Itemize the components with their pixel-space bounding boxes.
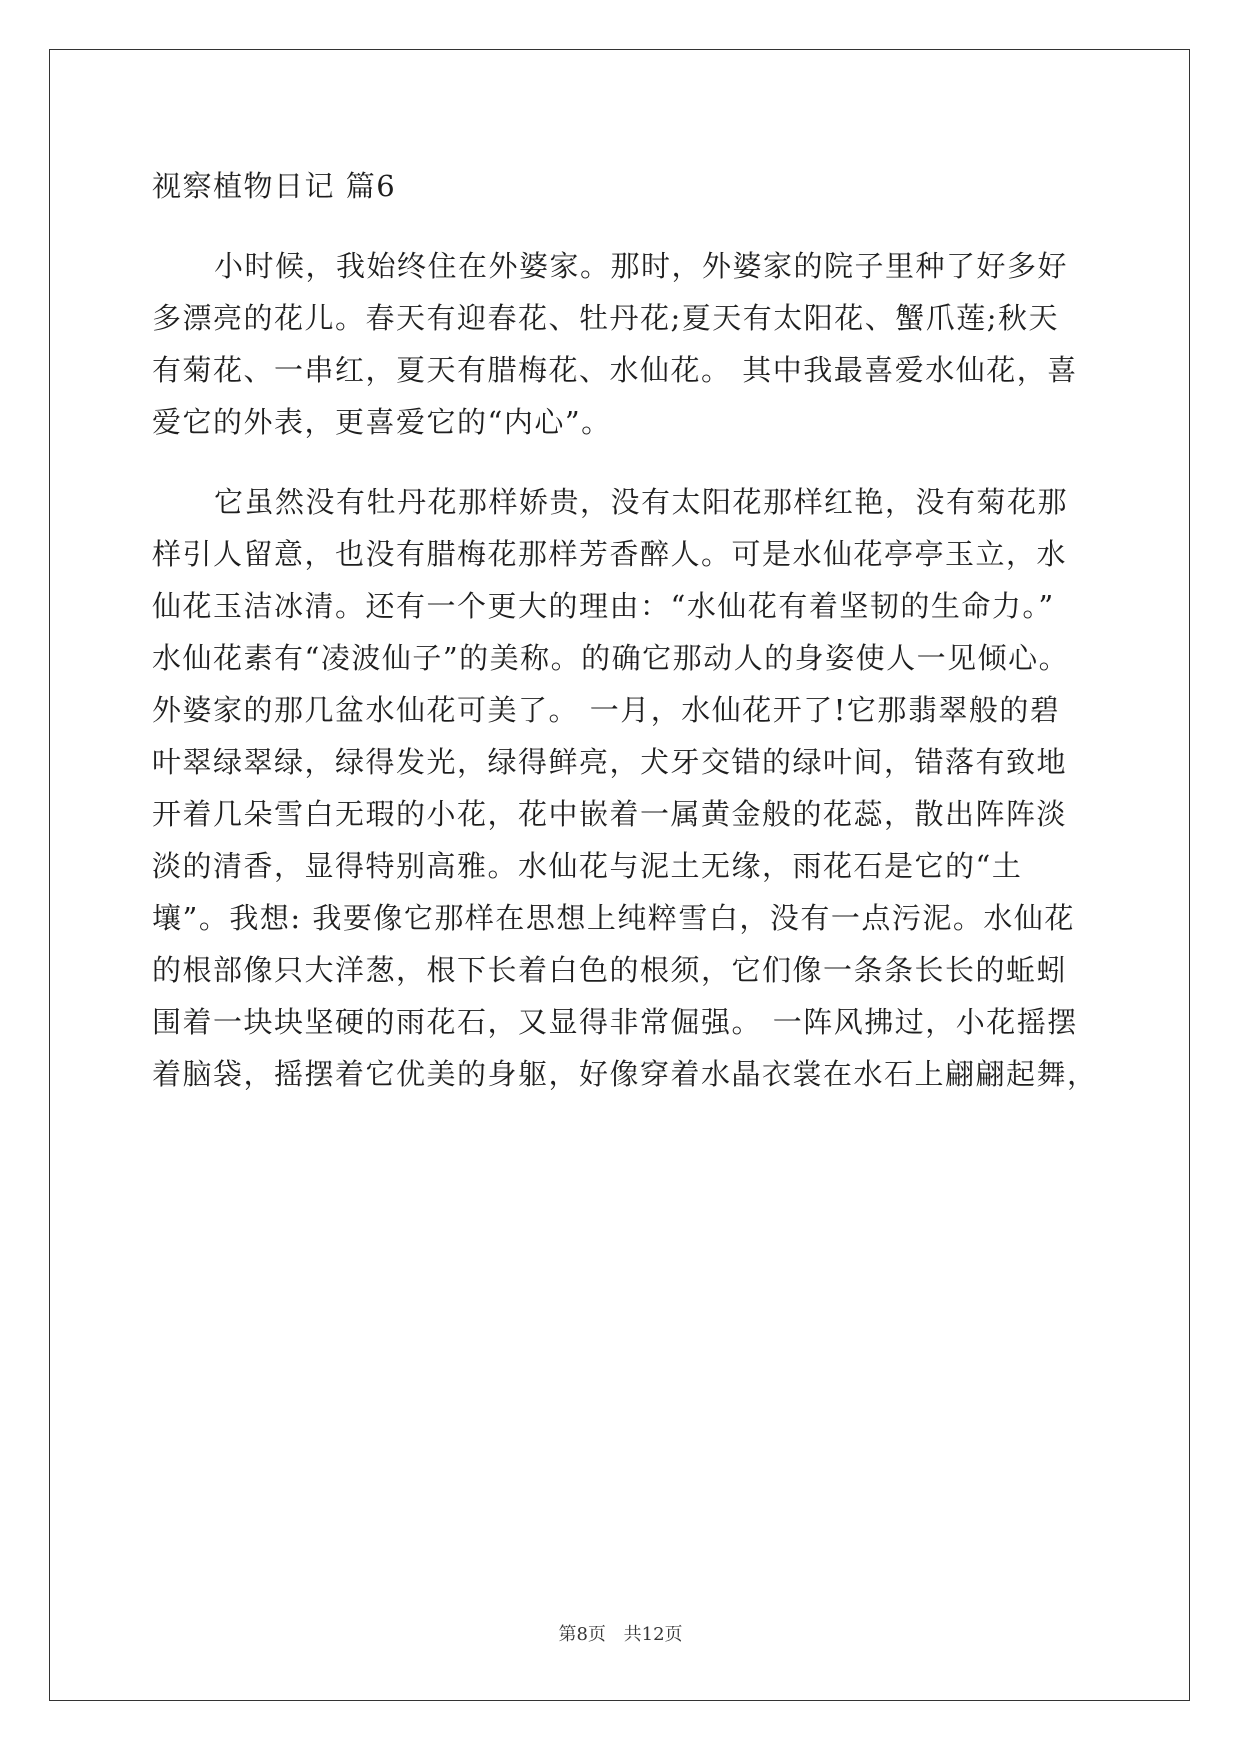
page-total: 共12页 xyxy=(623,1624,683,1645)
text-line: 爱它的外表，更喜爱它的“内心”。 xyxy=(152,405,612,439)
page-number: 第8页 xyxy=(558,1624,606,1645)
text-line: 开着几朵雪白无瑕的小花，花中嵌着一属黄金般的花蕊，散出阵阵淡 xyxy=(152,797,1068,831)
text-line: 着脑袋，摇摆着它优美的身躯，好像穿着水晶衣裳在水石上翩翩起舞， xyxy=(152,1057,1098,1091)
text-line: 它虽然没有牡丹花那样娇贵，没有太阳花那样红艳，没有菊花那 xyxy=(214,485,1069,519)
text-line: 水仙花素有“凌波仙子”的美称。的确它那动人的身姿使人一见倾心。 xyxy=(152,641,1070,675)
text-line: 淡的清香，显得特别高雅。水仙花与泥土无缘，雨花石是它的“土 xyxy=(152,849,1023,883)
paragraph-1 xyxy=(152,240,1090,448)
spacer xyxy=(152,448,1090,476)
spacer xyxy=(152,212,1090,240)
text-line: 外婆家的那几盆水仙花可美了。 一月，水仙花开了!它那翡翠般的碧 xyxy=(152,693,1061,727)
page-footer xyxy=(0,1620,1241,1646)
text-line: 叶翠绿翠绿，绿得发光，绿得鲜亮，犬牙交错的绿叶间，错落有致地 xyxy=(152,745,1068,779)
paragraph-2 xyxy=(152,476,1098,1100)
text-line: 多漂亮的花儿。春天有迎春花、牡丹花;夏天有太阳花、蟹爪莲;秋天 xyxy=(152,301,1060,335)
text-line: 有菊花、一串红，夏天有腊梅花、水仙花。 其中我最喜爱水仙花，喜 xyxy=(152,353,1078,387)
text-line: 的根部像只大洋葱，根下长着白色的根须，它们像一条条长长的蚯蚓 xyxy=(152,953,1068,987)
text-line: 围着一块块坚硬的雨花石，又显得非常倔强。 一阵风拂过，小花摇摆 xyxy=(152,1005,1078,1039)
text-line: 壤”。我想: 我要像它那样在思想上纯粹雪白，没有一点污泥。水仙花 xyxy=(152,901,1075,935)
text-line: 小时候，我始终住在外婆家。那时，外婆家的院子里种了好多好 xyxy=(214,249,1069,283)
text-line: 样引人留意，也没有腊梅花那样芳香醉人。可是水仙花亭亭玉立，水 xyxy=(152,537,1068,571)
document-title: 视察植物日记 篇6 xyxy=(152,169,397,203)
text-line: 仙花玉洁冰清。还有一个更大的理由：“水仙花有着坚韧的生命力。” xyxy=(152,589,1055,623)
document-body xyxy=(152,160,1098,1100)
